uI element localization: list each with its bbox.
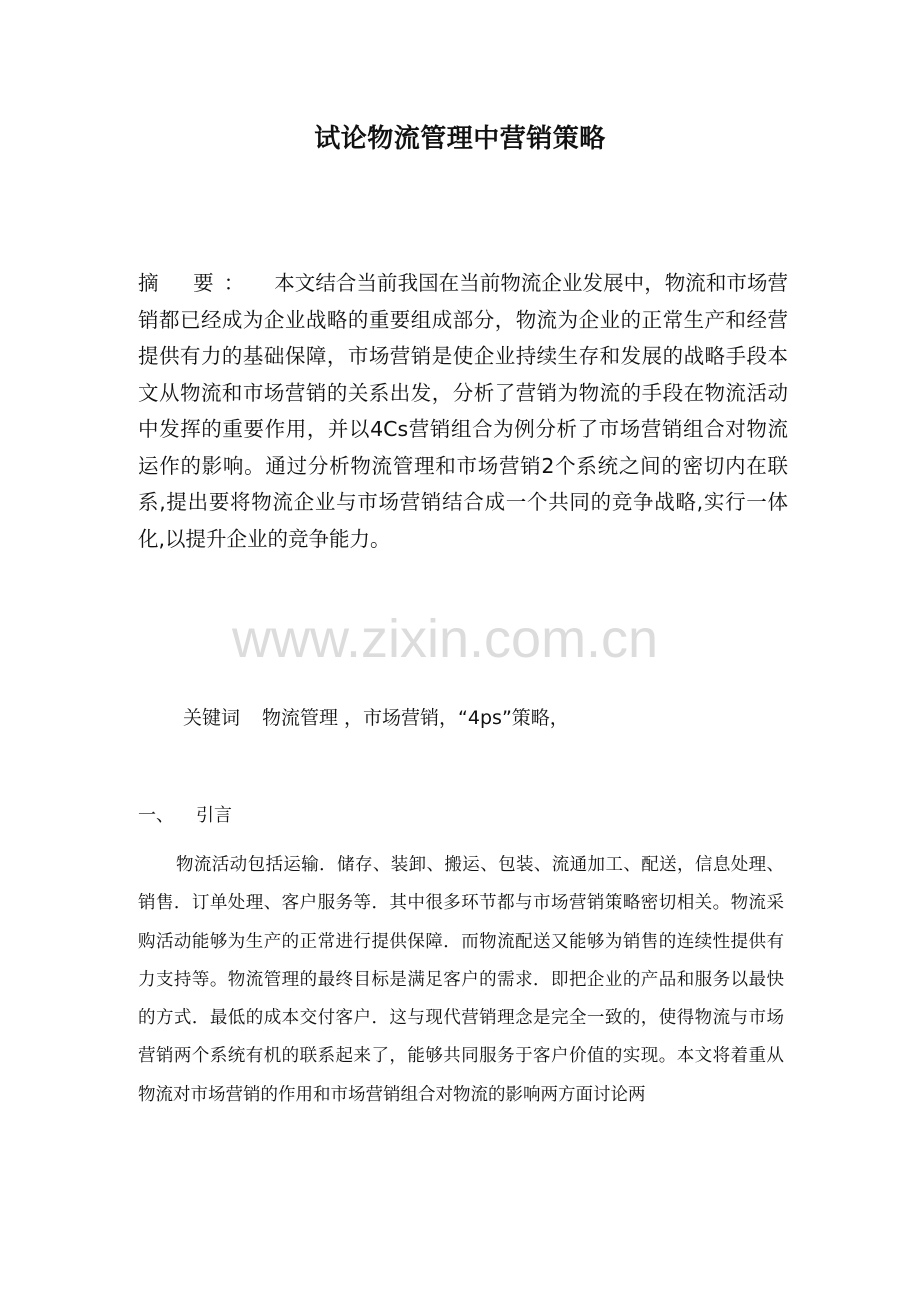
document-title: 试论物流管理中营销策略: [314, 124, 606, 154]
abstract-label: 摘 要: [138, 271, 228, 295]
keywords-line: [183, 703, 569, 730]
keywords-text: 物流管理 ，市场营销，“4ps”策略，: [262, 707, 569, 729]
abstract-paragraph: [138, 265, 788, 557]
section-title: 引言: [196, 805, 232, 826]
keywords-label: 关键词: [183, 707, 241, 729]
abstract-text: 本文结合当前我国在当前物流企业发展中，物流和市场营销都已经成为企业战略的重要组成部分，物流为企业的正常生产和经营提供有力的基础保障，市场营销是使企业持续生存和发展的战略手段本文从物流和市场营销的关系出发，分析了营销为物流的手段在物流活动中发挥的重要作用，并以4Cs营销组合为例分析了市场营销组合对物流运作的影响。通过分析物流管理和市场营销2个系统之间的密切内在联系,提出要将物流企业与市场营销结合成一个共同的竞争战略,实行一体化,以提升企业的竞争能力。: [138, 271, 789, 551]
body-paragraph: 物流活动包括运输．储存、装卸、搬运、包装、流通加工、配送，信息处理、销售．订单处理、客户服务等．其中很多环节都与市场营销策略密切相关。物流采购活动能够为生产的正常进行提供保障．而物流配送又能够为销售的连续性提供有力支持等。物流管理的最终目标是满足客户的需求．即把企业的产品和服务以最快的方式．最低的成本交付客户．这与现代营销理念是完全一致的，使得物流与市场营销两个系统有机的联系起来了，能够共同服务于客户价值的实现。本文将着重从物流对市场营销的作用和市场营销组合对物流的影响两方面讨论两: [138, 855, 784, 1105]
abstract-colon: ：: [223, 271, 245, 295]
section-heading: [138, 801, 232, 827]
watermark: www.zixin.com.cn: [232, 609, 659, 669]
section-number: 一、: [138, 805, 174, 826]
